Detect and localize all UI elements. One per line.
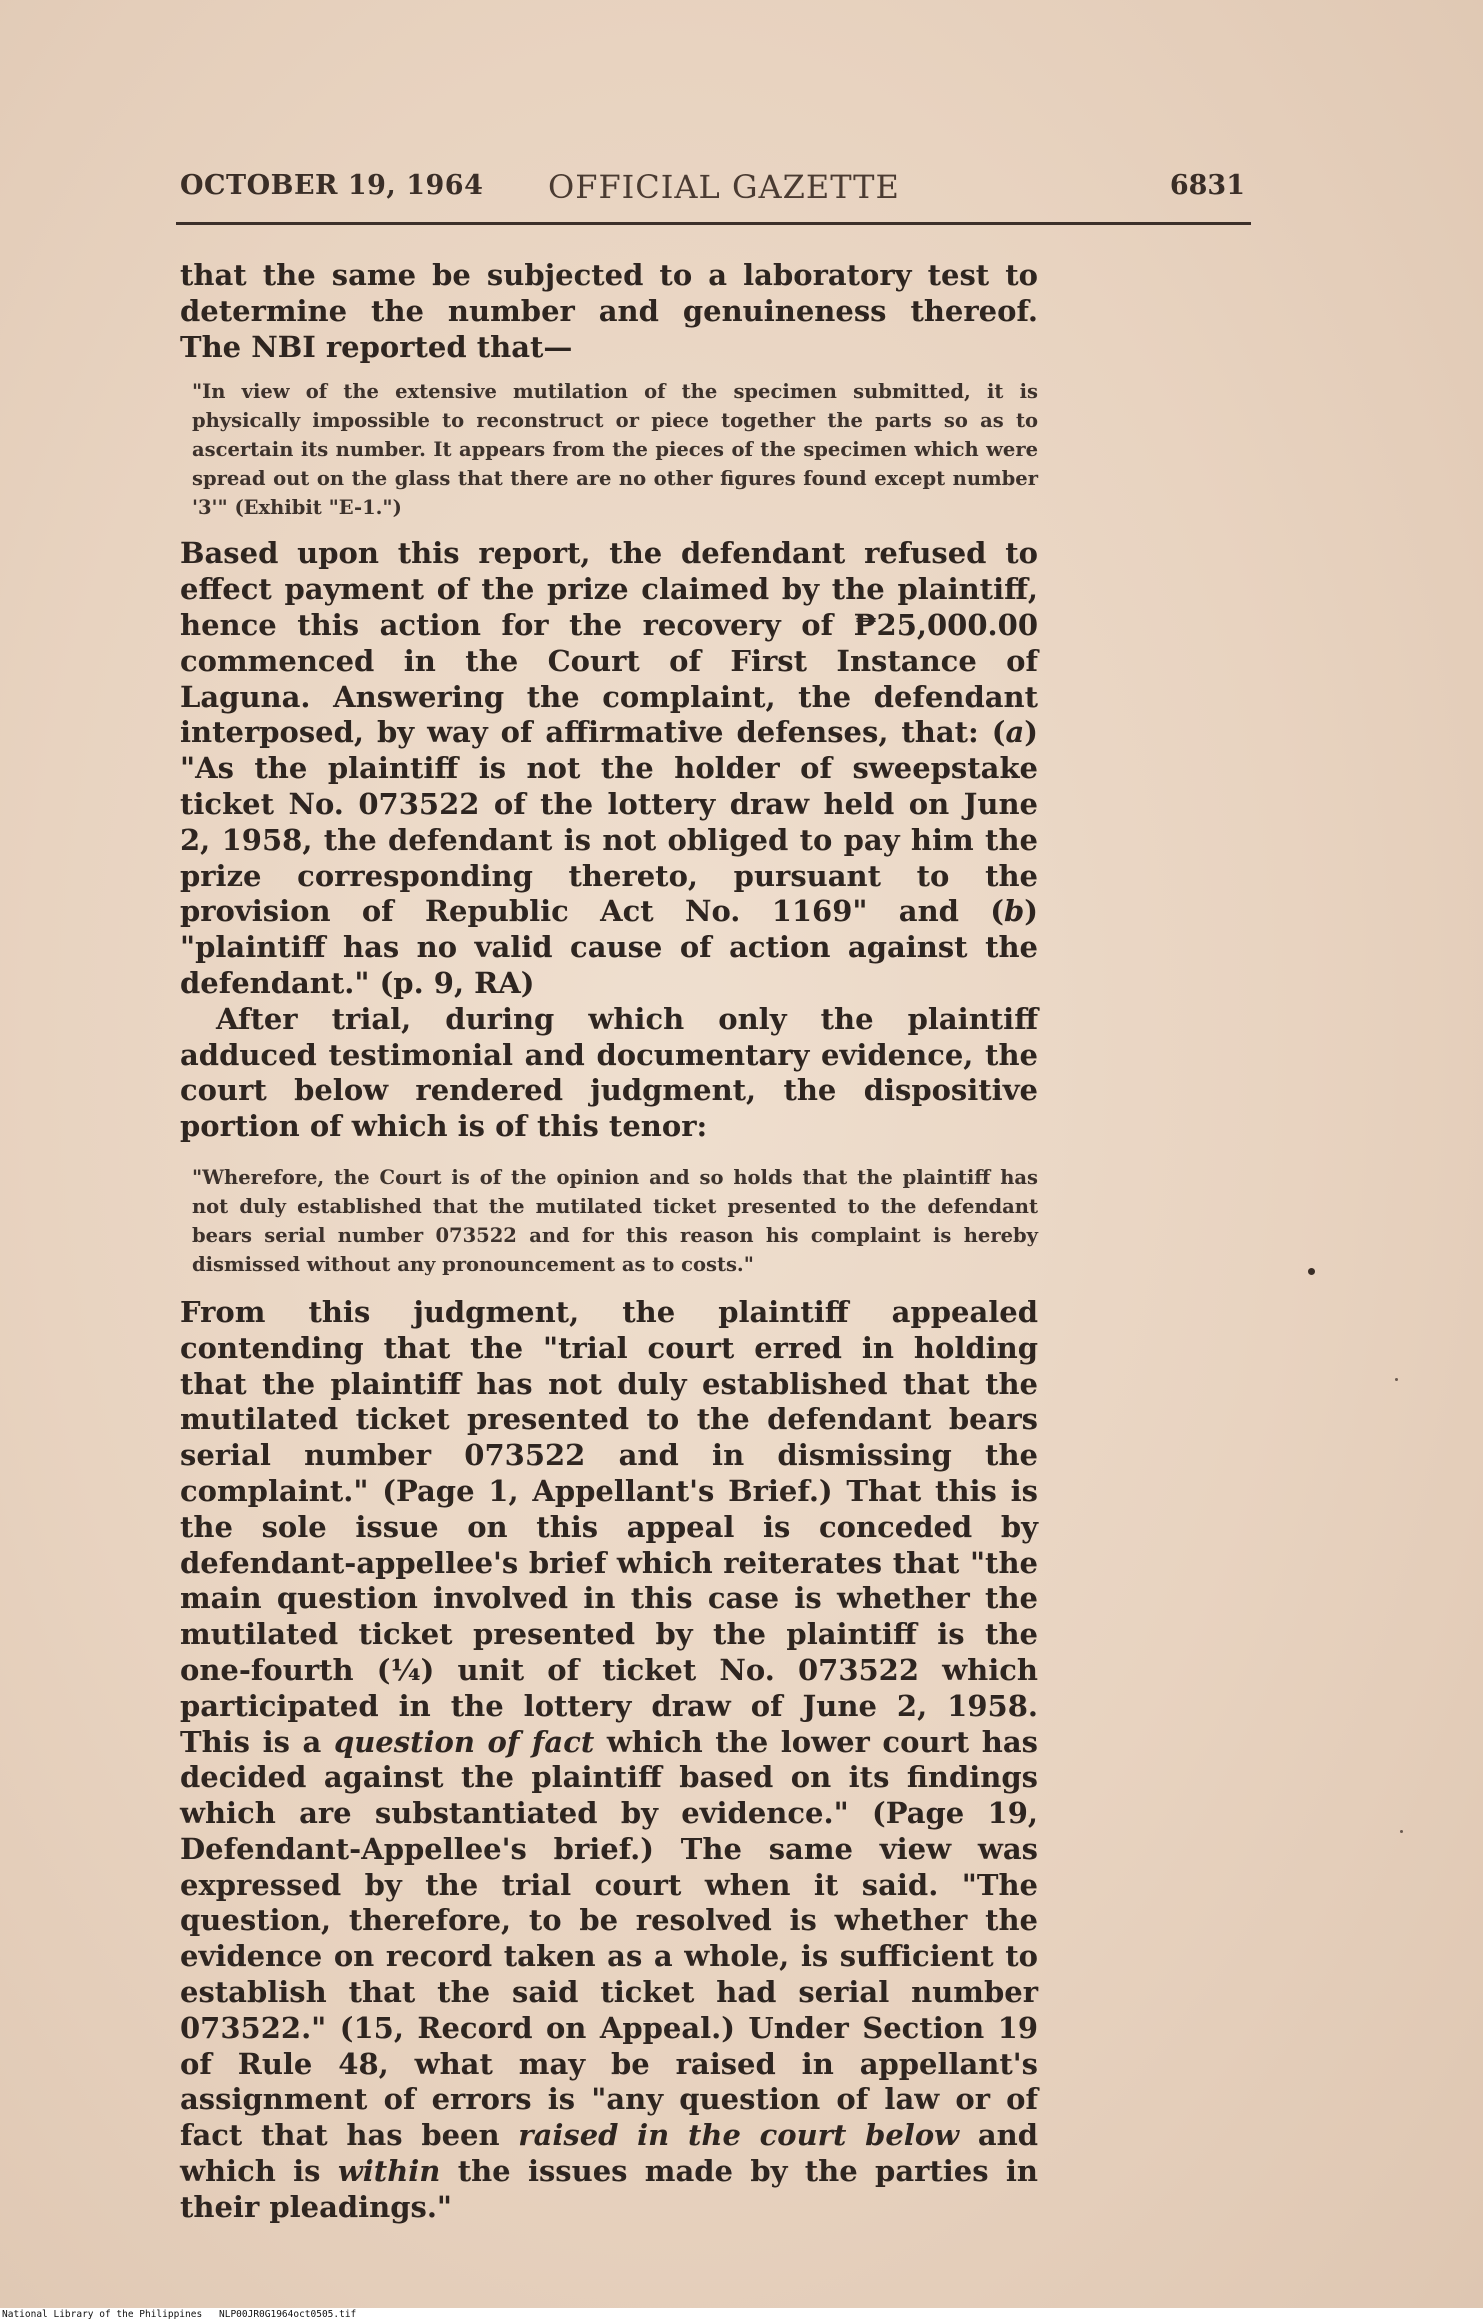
- paragraph-2-part-b: ) "As the plaintiff is not the holder of sweepstake ticket No. 073522 of the lottery draw held on June 2, 1958, the defendant is not obliged to pay him the prize corresponding thereto, pursuant to the provision of Republic Act No. 1169" and (: [180, 715, 1038, 929]
- paragraph-4: [180, 1295, 1038, 2226]
- paragraph-4-italic-raised: raised in the court below: [518, 2118, 960, 2153]
- paragraph-4-italic-within: within: [337, 2154, 441, 2189]
- quote-nbi-report: "In view of the extensive mutilation of the specimen submitted, it is physically impossible to reconstruct or piece together the parts so as to ascertain its number. It appears from the pieces of the specimen which were spread out on the glass that there are no other figures found except number '3'" (Exhibit "E-1."): [192, 380, 1038, 520]
- header-page-number: 6831: [1169, 170, 1245, 201]
- paragraph-2-part-c: ) "plaintiff has no valid cause of action against the defendant." (p. 9, RA): [180, 894, 1038, 1000]
- page-header: [180, 168, 1245, 208]
- footer-library: National Library of the Philippines: [2, 2309, 203, 2320]
- text-column: [180, 258, 1038, 2226]
- paragraph-4-part-a: From this judgment, the plaintiff appealed contending that the "trial court erred in holding that the plaintiff has not duly established that the mutilated ticket presented to the defendant bears serial number 073522 and in dismissing the complaint." (Page 1, Appellant's Brief.) That this is the sole issue on this appeal is conceded by defendant-appellee's brief which reiterates that "the main question involved in this case is whether the mutilated ticket presented by the plaintiff is the one-fourth (¼) unit of ticket No. 073522 which participated in the lottery draw of June 2, 1958. This is a: [180, 1294, 1038, 1759]
- paragraph-2-part-a: Based upon this report, the defendant refused to effect payment of the prize claimed by the plaintiff, hence this action for the recovery of ₱25,000.00 commenced in the Court of First Instance of Laguna. Answering the complaint, the defendant interposed, by way of affirmative defenses, that: (: [180, 536, 1038, 750]
- paragraph-2: [180, 536, 1038, 1001]
- footer-filename: NLP00JR0G1964oct0505.tif: [219, 2309, 357, 2320]
- ink-speck: [1395, 1378, 1398, 1381]
- scan-footer: [0, 2308, 1483, 2321]
- paragraph-3: After trial, during which only the plaintiff adduced testimonial and documentary evidence, the court below rendered judgment, the dispositive portion of which is of this tenor:: [180, 1001, 1038, 1144]
- paragraph-2-letter-b: b: [1003, 894, 1025, 929]
- paragraph-1: that the same be subjected to a laboratory test to determine the number and genuineness thereof. The NBI reported that—: [180, 258, 1038, 364]
- paragraph-2-letter-a: a: [1005, 715, 1025, 750]
- header-date: OCTOBER 19, 1964: [180, 170, 484, 201]
- paragraph-4-part-b: which the lower court has decided against the plaintiff based on its findings which are substantiated by evidence." (Page 19, Defendant-Appellee's brief.) The same view was expressed by the trial court when it said. "The question, therefore, to be resolved is whether the evidence on record taken as a whole, is sufficient to establish that the said ticket had serial number 073522." (15, Record on Appeal.) Under Section 19 of Rule 48, what may be raised in appellant's assignment of errors is "any question of law or of fact that has been: [180, 1724, 1038, 2153]
- ink-speck: [1308, 1268, 1315, 1275]
- header-title: OFFICIAL GAZETTE: [548, 168, 900, 206]
- header-rule: [176, 222, 1251, 225]
- paragraph-4-part-c: and which is: [180, 2118, 1038, 2189]
- quote-dispositive: "Wherefore, the Court is of the opinion and so holds that the plaintiff has not duly established that the mutilated ticket presented to the defendant bears serial number 073522 and for this reason his complaint is hereby dismissed without any pronouncement as to costs.": [192, 1165, 1038, 1276]
- paragraph-4-part-d: the issues made by the parties in their pleadings.": [180, 2154, 1039, 2224]
- ink-speck: [1400, 1830, 1403, 1833]
- paragraph-4-italic-question-of-fact: question of fact: [333, 1724, 595, 1759]
